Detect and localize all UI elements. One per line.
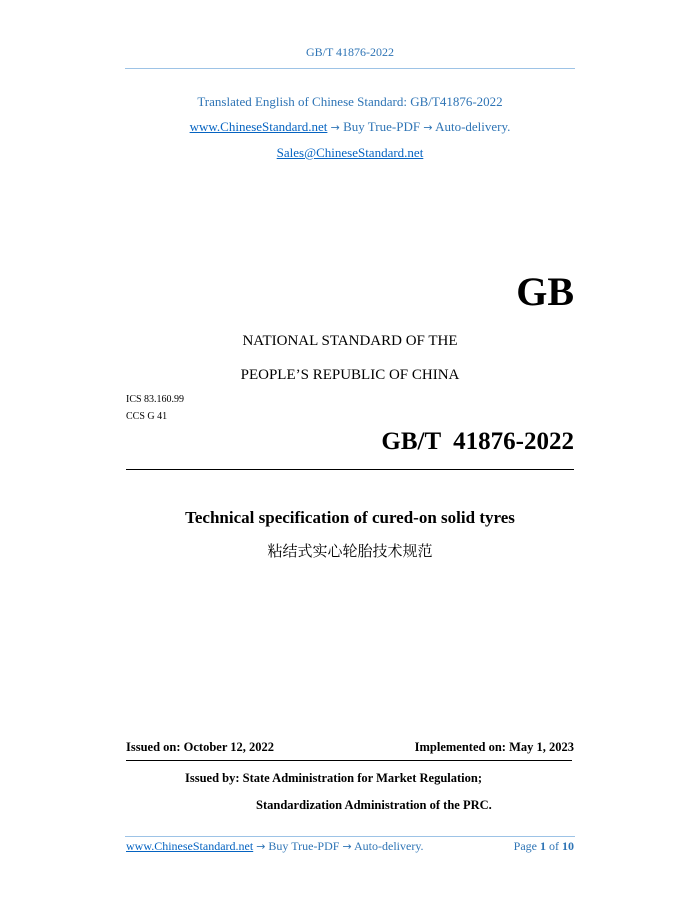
footer-website-link[interactable]: www.ChineseStandard.net [126, 839, 254, 853]
issued-on-date: Issued on: October 12, 2022 [126, 740, 275, 754]
standard-number: GB/T 41876-2022 [381, 428, 574, 455]
footer-buy-true-pdf-text: Buy True-PDF [268, 839, 340, 853]
dates-rule [126, 760, 572, 761]
national-standard-line-2: PEOPLE’S REPUBLIC OF CHINA [240, 367, 460, 383]
purchase-line [0, 119, 700, 135]
footer-rule [125, 836, 575, 837]
footer-purchase-line [126, 839, 424, 854]
arrow-right-icon: → [423, 121, 433, 134]
of-word: of [549, 839, 559, 853]
header-rule [125, 68, 575, 69]
sales-email-link[interactable]: Sales@ChineseStandard.net [276, 145, 424, 160]
footer-auto-delivery-text: Auto-delivery. [354, 839, 424, 853]
running-header-code: GB/T 41876-2022 [305, 45, 395, 59]
page-total: 10 [562, 839, 574, 853]
implemented-on-date: Implemented on: May 1, 2023 [414, 740, 574, 754]
issued-by-line-1: Issued by: State Administration for Market Regulation; [185, 771, 482, 785]
arrow-right-icon: → [342, 840, 352, 853]
title-chinese: 粘结式实心轮胎技术规范 [267, 542, 433, 560]
arrow-right-icon: → [256, 840, 266, 853]
ccs-code: CCS G 41 [126, 411, 168, 422]
gb-logo: GB [516, 269, 574, 314]
page-current: 1 [540, 839, 546, 853]
email-line [0, 145, 700, 161]
ics-code: ICS 83.160.99 [126, 394, 185, 405]
page-indicator [514, 839, 574, 854]
translation-notice: Translated English of Chinese Standard: GB/T41876-2022 [197, 94, 503, 109]
issued-by-line-2: Standardization Administration of the PRC. [256, 798, 492, 812]
website-link[interactable]: www.ChineseStandard.net [189, 119, 328, 134]
title-english: Technical specification of cured-on solid tyres [185, 508, 515, 527]
buy-true-pdf-text: Buy True-PDF [343, 119, 421, 134]
page-word: Page [513, 839, 537, 853]
standard-number-rule [126, 469, 574, 470]
arrow-right-icon: → [330, 121, 340, 134]
national-standard-line-1: NATIONAL STANDARD OF THE [242, 333, 458, 349]
auto-delivery-text: Auto-delivery. [435, 119, 511, 134]
